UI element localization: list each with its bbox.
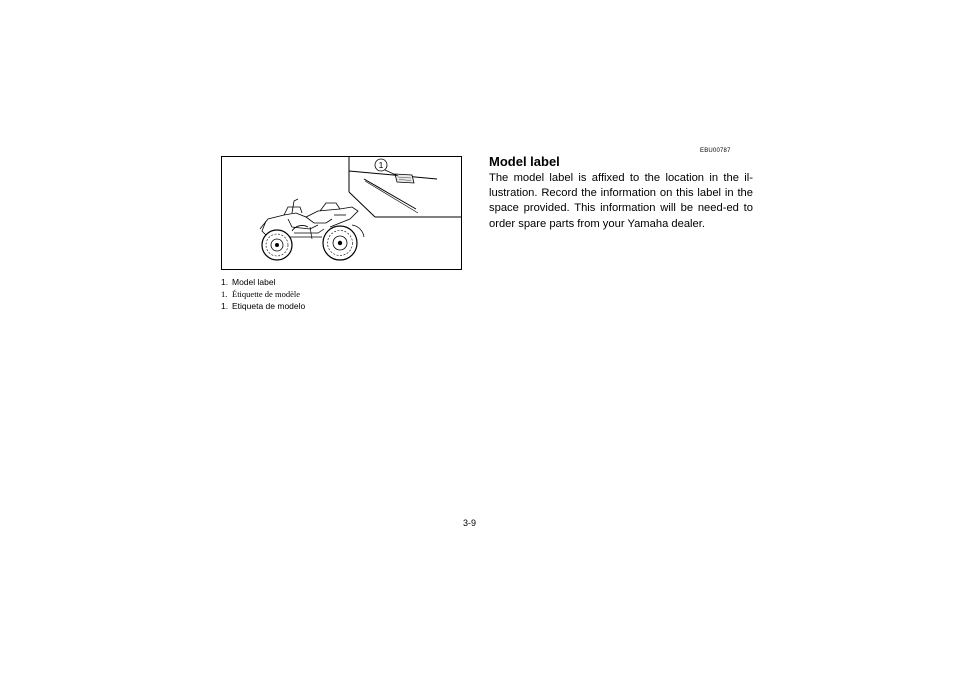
label-plate	[395, 174, 414, 183]
callout-1	[375, 159, 387, 171]
model-label-illustration	[221, 156, 462, 270]
caption-french	[221, 288, 466, 300]
caption-spanish	[221, 300, 466, 312]
section-body: The model label is affixed to the location in the il-lustration. Record the information on this label in the space provided. This information will be need-ed to order spare parts from your Yamaha dealer.	[489, 172, 753, 230]
atv-drawing	[222, 157, 462, 270]
front-wheel	[262, 230, 292, 260]
page-number: 3-9	[463, 518, 477, 528]
caption-number: 1.	[221, 301, 229, 311]
caption-number: 1.	[221, 277, 229, 287]
rear-wheel	[323, 226, 357, 260]
section-title: Model label	[489, 154, 560, 169]
figure-captions	[221, 276, 466, 312]
caption-text: Model label	[232, 277, 276, 287]
caption-text: Etiqueta de modelo	[232, 301, 306, 311]
caption-number: 1.	[221, 289, 228, 299]
section-code: EBU00787	[700, 148, 731, 154]
caption-text: Étiquette de modèle	[232, 289, 300, 299]
callout-number: 1	[378, 160, 384, 170]
caption-english	[221, 276, 466, 288]
